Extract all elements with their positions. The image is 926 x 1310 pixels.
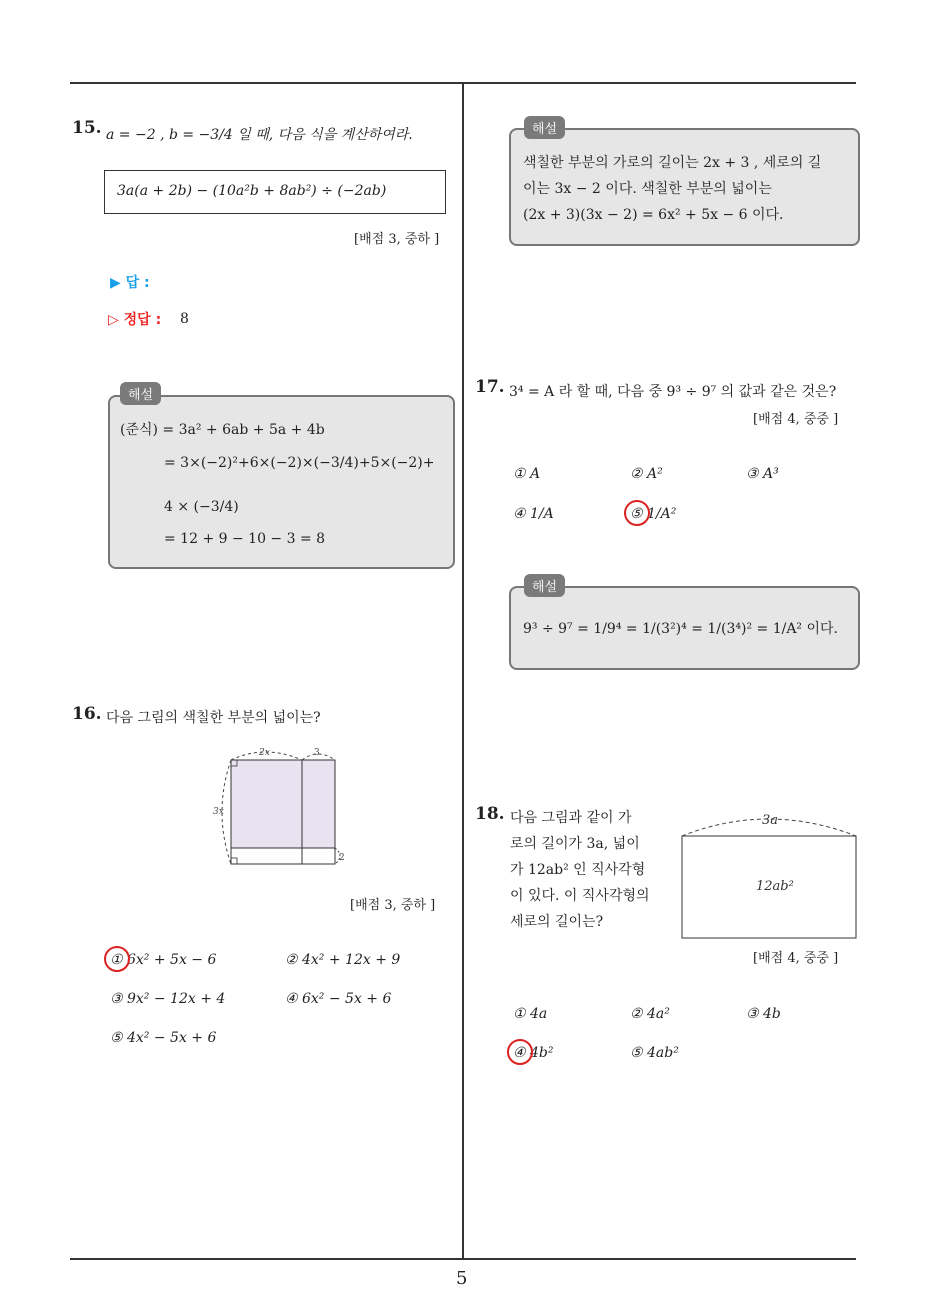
q18-option-4[interactable]: ④ 4b² bbox=[513, 1045, 554, 1061]
q15-expression: 3a(a + 2b) − (10a²b + 8ab²) ÷ (−2ab) bbox=[117, 183, 387, 199]
q17-solution-tag: 해설 bbox=[524, 574, 565, 597]
q18-stem-line-3: 가 12ab² 인 직사각형 bbox=[510, 862, 646, 878]
q16-option-3[interactable]: ③ 9x² − 12x + 4 bbox=[110, 991, 226, 1007]
bottom-rule bbox=[70, 1258, 856, 1260]
q17-number: 17. bbox=[475, 377, 505, 397]
q17-option-2[interactable]: ② A² bbox=[630, 466, 663, 482]
q17-option-3[interactable]: ③ A³ bbox=[746, 466, 779, 482]
q18-stem-line-1: 다음 그림과 같이 가 bbox=[510, 810, 632, 826]
q17-answer-circle bbox=[624, 500, 650, 526]
q18-option-2[interactable]: ② 4a² bbox=[630, 1006, 670, 1022]
q15-sol-line-4: = 12 + 9 − 10 − 3 = 8 bbox=[164, 531, 326, 547]
q15-sol-line-1: (준식) = 3a² + 6ab + 5a + 4b bbox=[120, 422, 325, 438]
column-divider bbox=[462, 84, 464, 1259]
q18-answer-circle bbox=[507, 1039, 533, 1065]
q16-option-5[interactable]: ⑤ 4x² − 5x + 6 bbox=[110, 1030, 217, 1046]
q16-fig-label-2x: 2x bbox=[259, 748, 270, 758]
q16-sol-line-1: 색칠한 부분의 가로의 길이는 2x + 3 , 세로의 길 bbox=[523, 155, 822, 171]
q18-number: 18. bbox=[475, 804, 505, 824]
q16-score: [배점 3, 중하 ] bbox=[350, 898, 436, 913]
q16-answer-circle bbox=[104, 946, 130, 972]
q15-correct-value: 8 bbox=[180, 311, 189, 327]
q16-option-4[interactable]: ④ 6x² − 5x + 6 bbox=[285, 991, 392, 1007]
q15-sol-line-3: 4 × (−3/4) bbox=[164, 499, 239, 515]
q16-number: 16. bbox=[72, 704, 102, 724]
q16-sol-line-3: (2x + 3)(3x − 2) = 6x² + 5x − 6 이다. bbox=[523, 207, 784, 223]
q15-expression-box bbox=[104, 170, 446, 214]
q15-number: 15. bbox=[72, 118, 102, 138]
q16-figure bbox=[205, 740, 355, 870]
q16-option-1[interactable]: ① 6x² + 5x − 6 bbox=[110, 952, 217, 968]
q16-fig-label-3x: 3x bbox=[213, 807, 224, 817]
q15-correct-label: ▷ 정답 : bbox=[108, 312, 162, 328]
q16-fig-label-2: 2 bbox=[339, 853, 345, 863]
q18-stem-line-4: 이 있다. 이 직사각형의 bbox=[510, 888, 650, 904]
q17-option-4[interactable]: ④ 1/A bbox=[513, 506, 554, 522]
q15-solution-tag: 해설 bbox=[120, 382, 161, 405]
q16-fig-label-3: 3 bbox=[314, 748, 320, 758]
q15-score: [배점 3, 중하 ] bbox=[354, 232, 440, 247]
q16-sol-line-2: 이는 3x − 2 이다. 색칠한 부분의 넓이는 bbox=[523, 181, 772, 197]
q18-fig-top-label: 3a bbox=[762, 813, 779, 828]
q18-option-1[interactable]: ① 4a bbox=[513, 1006, 548, 1022]
q18-option-5[interactable]: ⑤ 4ab² bbox=[630, 1045, 679, 1061]
q15-answer-label: ▶ 답 : bbox=[110, 275, 150, 291]
q17-stem: 3⁴ = A 라 할 때, 다음 중 9³ ÷ 9⁷ 의 값과 같은 것은? bbox=[509, 384, 837, 400]
q18-score: [배점 4, 중중 ] bbox=[753, 951, 839, 966]
page-number: 5 bbox=[456, 1268, 468, 1289]
q17-solution-box bbox=[509, 586, 860, 670]
q17-sol-line: 9³ ÷ 9⁷ = 1/9⁴ = 1/(3²)⁴ = 1/(3⁴)² = 1/A² 이다. bbox=[523, 621, 838, 637]
q15-stem: a = −2 , b = −3/4 일 때, 다음 식을 계산하여라. bbox=[106, 127, 413, 143]
q18-figure bbox=[676, 808, 862, 942]
q17-score: [배점 4, 중중 ] bbox=[753, 412, 839, 427]
q16-solution-box bbox=[509, 128, 860, 246]
q16-stem: 다음 그림의 색칠한 부분의 넓이는? bbox=[106, 710, 321, 726]
q18-option-3[interactable]: ③ 4b bbox=[746, 1006, 781, 1022]
q16-solution-tag: 해설 bbox=[524, 116, 565, 139]
q15-solution-box bbox=[108, 395, 455, 569]
q18-fig-center-label: 12ab² bbox=[756, 879, 794, 894]
q15-sol-line-2: = 3×(−2)²+6×(−2)×(−3/4)+5×(−2)+ bbox=[164, 455, 435, 471]
q17-option-5[interactable]: ⑤ 1/A² bbox=[630, 506, 677, 522]
q18-stem-line-2: 로의 길이가 3a, 넓이 bbox=[510, 836, 640, 852]
q18-stem-line-5: 세로의 길이는? bbox=[510, 914, 604, 930]
q16-option-2[interactable]: ② 4x² + 12x + 9 bbox=[285, 952, 401, 968]
q17-option-1[interactable]: ① A bbox=[513, 466, 541, 482]
